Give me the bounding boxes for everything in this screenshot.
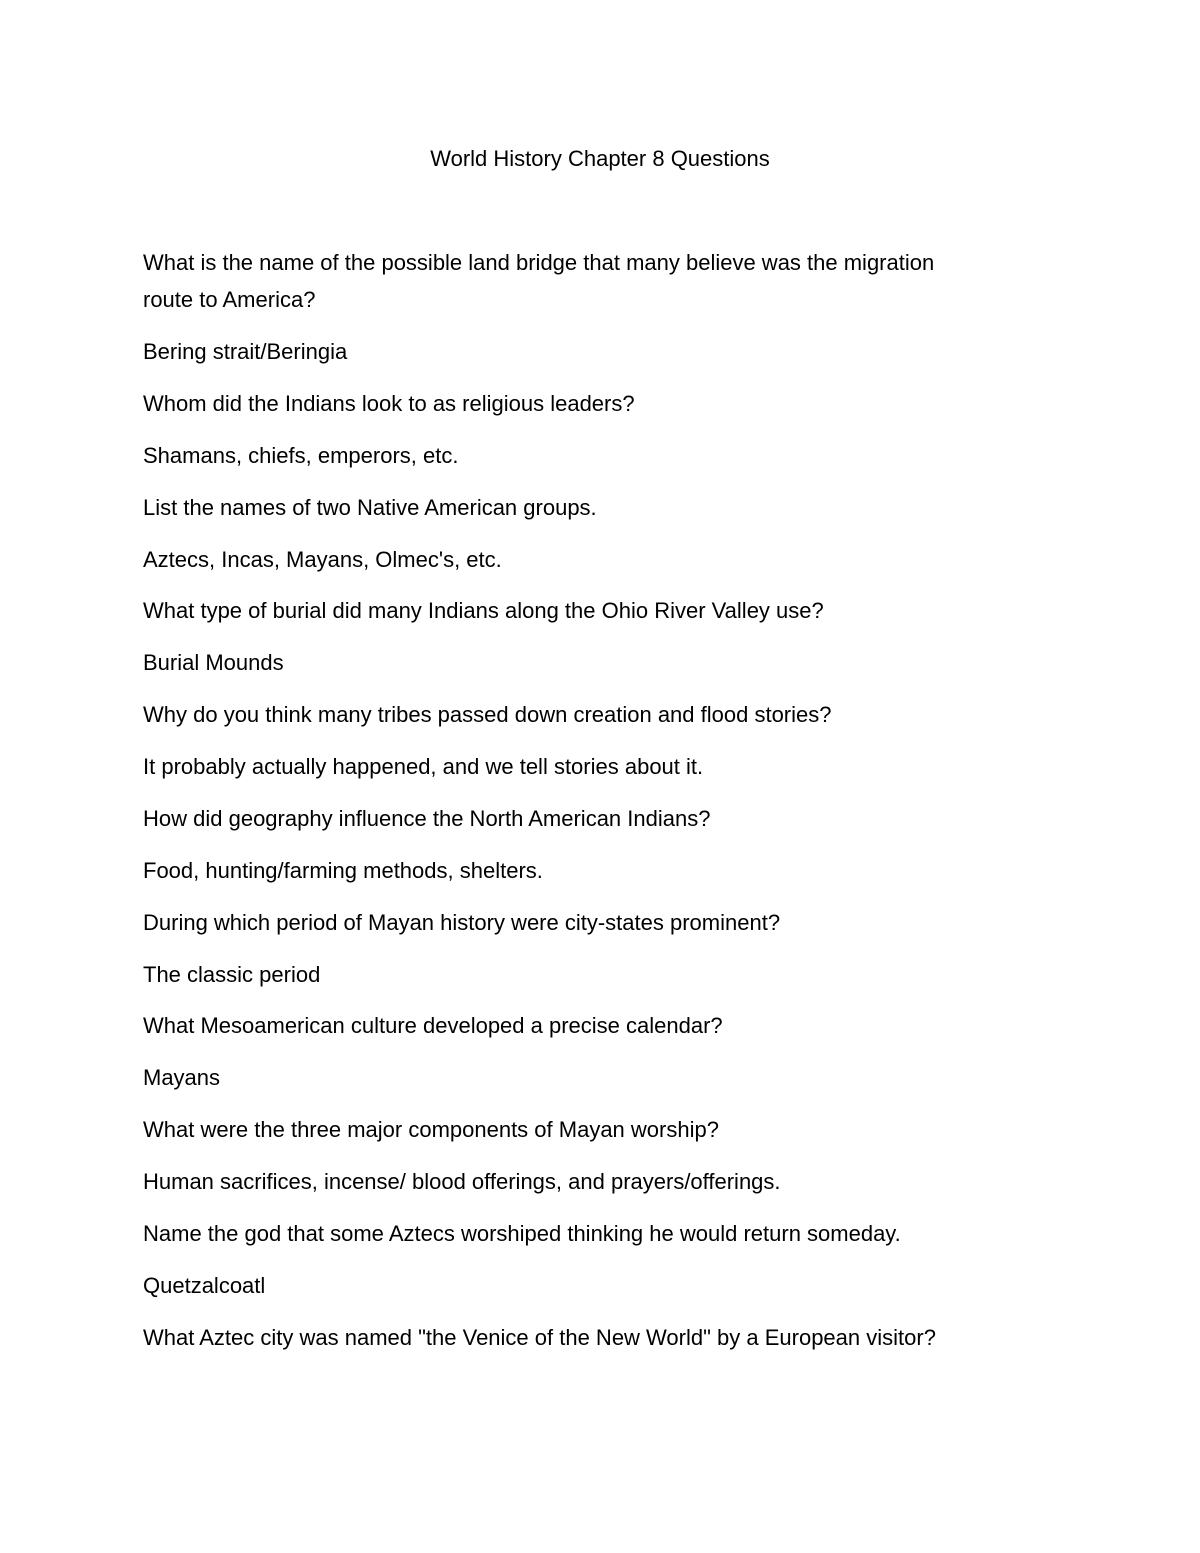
question-3: List the names of two Native American groups. — [143, 495, 597, 520]
question-5: Why do you think many tribes passed down creation and flood stories? — [143, 702, 832, 727]
question-9: What were the three major components of Mayan worship? — [143, 1117, 719, 1142]
question-10: Name the god that some Aztecs worshiped thinking he would return someday. — [143, 1221, 901, 1246]
question-2: Whom did the Indians look to as religious leaders? — [143, 391, 635, 416]
question-4: What type of burial did many Indians along the Ohio River Valley use? — [143, 598, 824, 623]
page-title: World History Chapter 8 Questions — [430, 146, 770, 171]
question-7: During which period of Mayan history were city-states prominent? — [143, 910, 781, 935]
answer-4: Burial Mounds — [143, 650, 284, 675]
answer-3: Aztecs, Incas, Mayans, Olmec's, etc. — [143, 547, 502, 572]
question-6: How did geography influence the North American Indians? — [143, 806, 711, 831]
question-11: What Aztec city was named "the Venice of the New World" by a European visitor? — [143, 1325, 936, 1350]
answer-2: Shamans, chiefs, emperors, etc. — [143, 443, 459, 468]
answer-10: Quetzalcoatl — [143, 1273, 266, 1298]
question-1-line-1: What is the name of the possible land bridge that many believe was the migration — [143, 250, 935, 275]
answer-7: The classic period — [143, 962, 321, 987]
question-1-line-2: route to America? — [143, 287, 316, 312]
answer-5: It probably actually happened, and we tell stories about it. — [143, 754, 704, 779]
answer-6: Food, hunting/farming methods, shelters. — [143, 858, 543, 883]
answer-8: Mayans — [143, 1065, 221, 1090]
question-8: What Mesoamerican culture developed a precise calendar? — [143, 1013, 723, 1038]
answer-1: Bering strait/Beringia — [143, 339, 348, 364]
answer-9: Human sacrifices, incense/ blood offerings, and prayers/offerings. — [143, 1169, 781, 1194]
